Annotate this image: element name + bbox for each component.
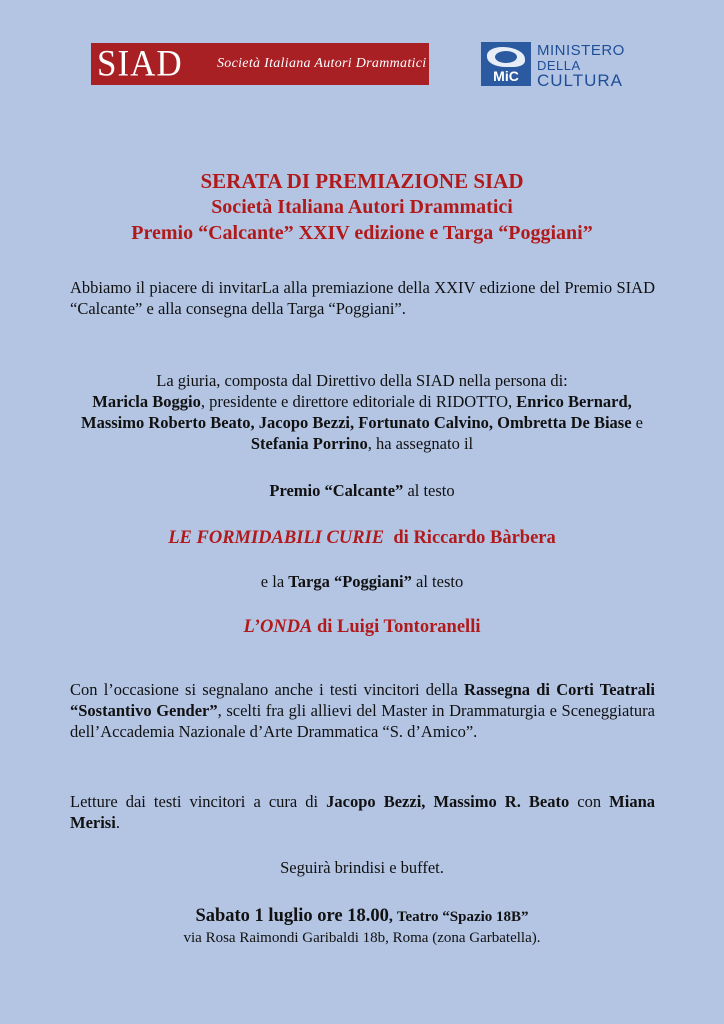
award1-title: LE FORMIDABILI CURIE: [168, 528, 385, 548]
jury-and: e: [631, 413, 643, 432]
award2-title: L’ONDA: [243, 617, 313, 637]
jury-president: Maricla Boggio: [92, 392, 201, 411]
mic-emblem-text: MiC: [493, 68, 519, 84]
corti-text-a: Con l’occasione si segnalano anche i testi vincitori della: [70, 680, 465, 699]
mic-line-3: CULTURA: [537, 70, 624, 90]
organization-title: Società Italiana Autori Drammatici: [211, 196, 513, 218]
award-title: Premio “Calcante” XXIV edizione e Targa “Poggiani”: [131, 222, 593, 244]
award2-suffix: al testo: [411, 572, 464, 591]
letture-text-b: con: [569, 792, 610, 811]
mic-emblem-icon: [481, 42, 531, 86]
mic-line-1: MINISTERO: [537, 41, 625, 59]
award2-prefix: e la: [260, 572, 289, 591]
letture-paragraph: [70, 791, 655, 833]
event-date: Sabato 1 luglio ore 18.00: [195, 906, 389, 926]
letture-bold-a: Jacopo Bezzi, Massimo R. Beato: [326, 792, 570, 811]
corti-text-b: , scelti fra gli allievi del Master in Drammaturgia e Sceneggiatura dell’Accademia Nazionale d’Arte Drammatica “S. d’Amico”.: [70, 701, 655, 741]
jury-paragraph: [62, 370, 662, 454]
letture-bold-b: Miana Merisi: [70, 792, 656, 832]
letture-text-c: .: [115, 813, 120, 832]
award2-label: Targa “Poggiani”: [288, 572, 412, 591]
intro-paragraph: Abbiamo il piacere di invitarLa alla premiazione della XXIV edizione del Premio SIAD “Calcante” e alla consegna della Targa “Poggiani”.: [70, 278, 655, 318]
award2-line: [62, 571, 662, 592]
jury-members-b: Stefania Porrino: [250, 434, 368, 453]
award1-suffix: al testo: [403, 481, 455, 500]
award1-author: di Riccardo Bàrbera: [384, 528, 556, 548]
siad-logo-text: SIAD: [97, 43, 183, 84]
jury-members-a: Enrico Bernard, Massimo Roberto Beato, Jacopo Bezzi, Fortunato Calvino, Ombretta De Biase: [81, 392, 632, 432]
event-titles: [0, 168, 724, 246]
ministero-cultura-logo: [481, 42, 641, 88]
event-address: via Rosa Raimondi Garibaldi 18b, Roma (zona Garbatella).: [183, 930, 541, 946]
mic-logo-words: [537, 42, 625, 88]
award2-author: di Luigi Tontoranelli: [312, 617, 481, 637]
event-sep: ,: [388, 908, 397, 925]
buffet-line: Seguirà brindisi e buffet.: [280, 858, 444, 877]
award1-line: [62, 480, 662, 501]
siad-logo: [91, 43, 429, 85]
corti-bold: Rassegna di Corti Teatrali “Sostantivo Gender”: [70, 680, 655, 720]
jury-intro: La giuria, composta dal Direttivo della SIAD nella persona di:: [156, 371, 568, 390]
award2-winner: [62, 617, 662, 638]
jury-president-role: , presidente e direttore editoriale di RIDOTTO,: [200, 392, 517, 411]
main-title: SERATA DI PREMIAZIONE SIAD: [200, 169, 524, 193]
jury-tail: , ha assegnato il: [367, 434, 474, 453]
event-details: [62, 904, 662, 929]
letture-text-a: Letture dai testi vincitori a cura di: [70, 792, 327, 811]
mic-line-2: DELLA: [537, 57, 581, 73]
award1-label: Premio “Calcante”: [269, 481, 404, 500]
award1-winner: [62, 528, 662, 549]
corti-paragraph: [70, 679, 655, 742]
event-venue: Teatro “Spazio 18B”: [396, 909, 529, 925]
siad-logo-subtitle: Società Italiana Autori Drammatici: [217, 56, 427, 71]
